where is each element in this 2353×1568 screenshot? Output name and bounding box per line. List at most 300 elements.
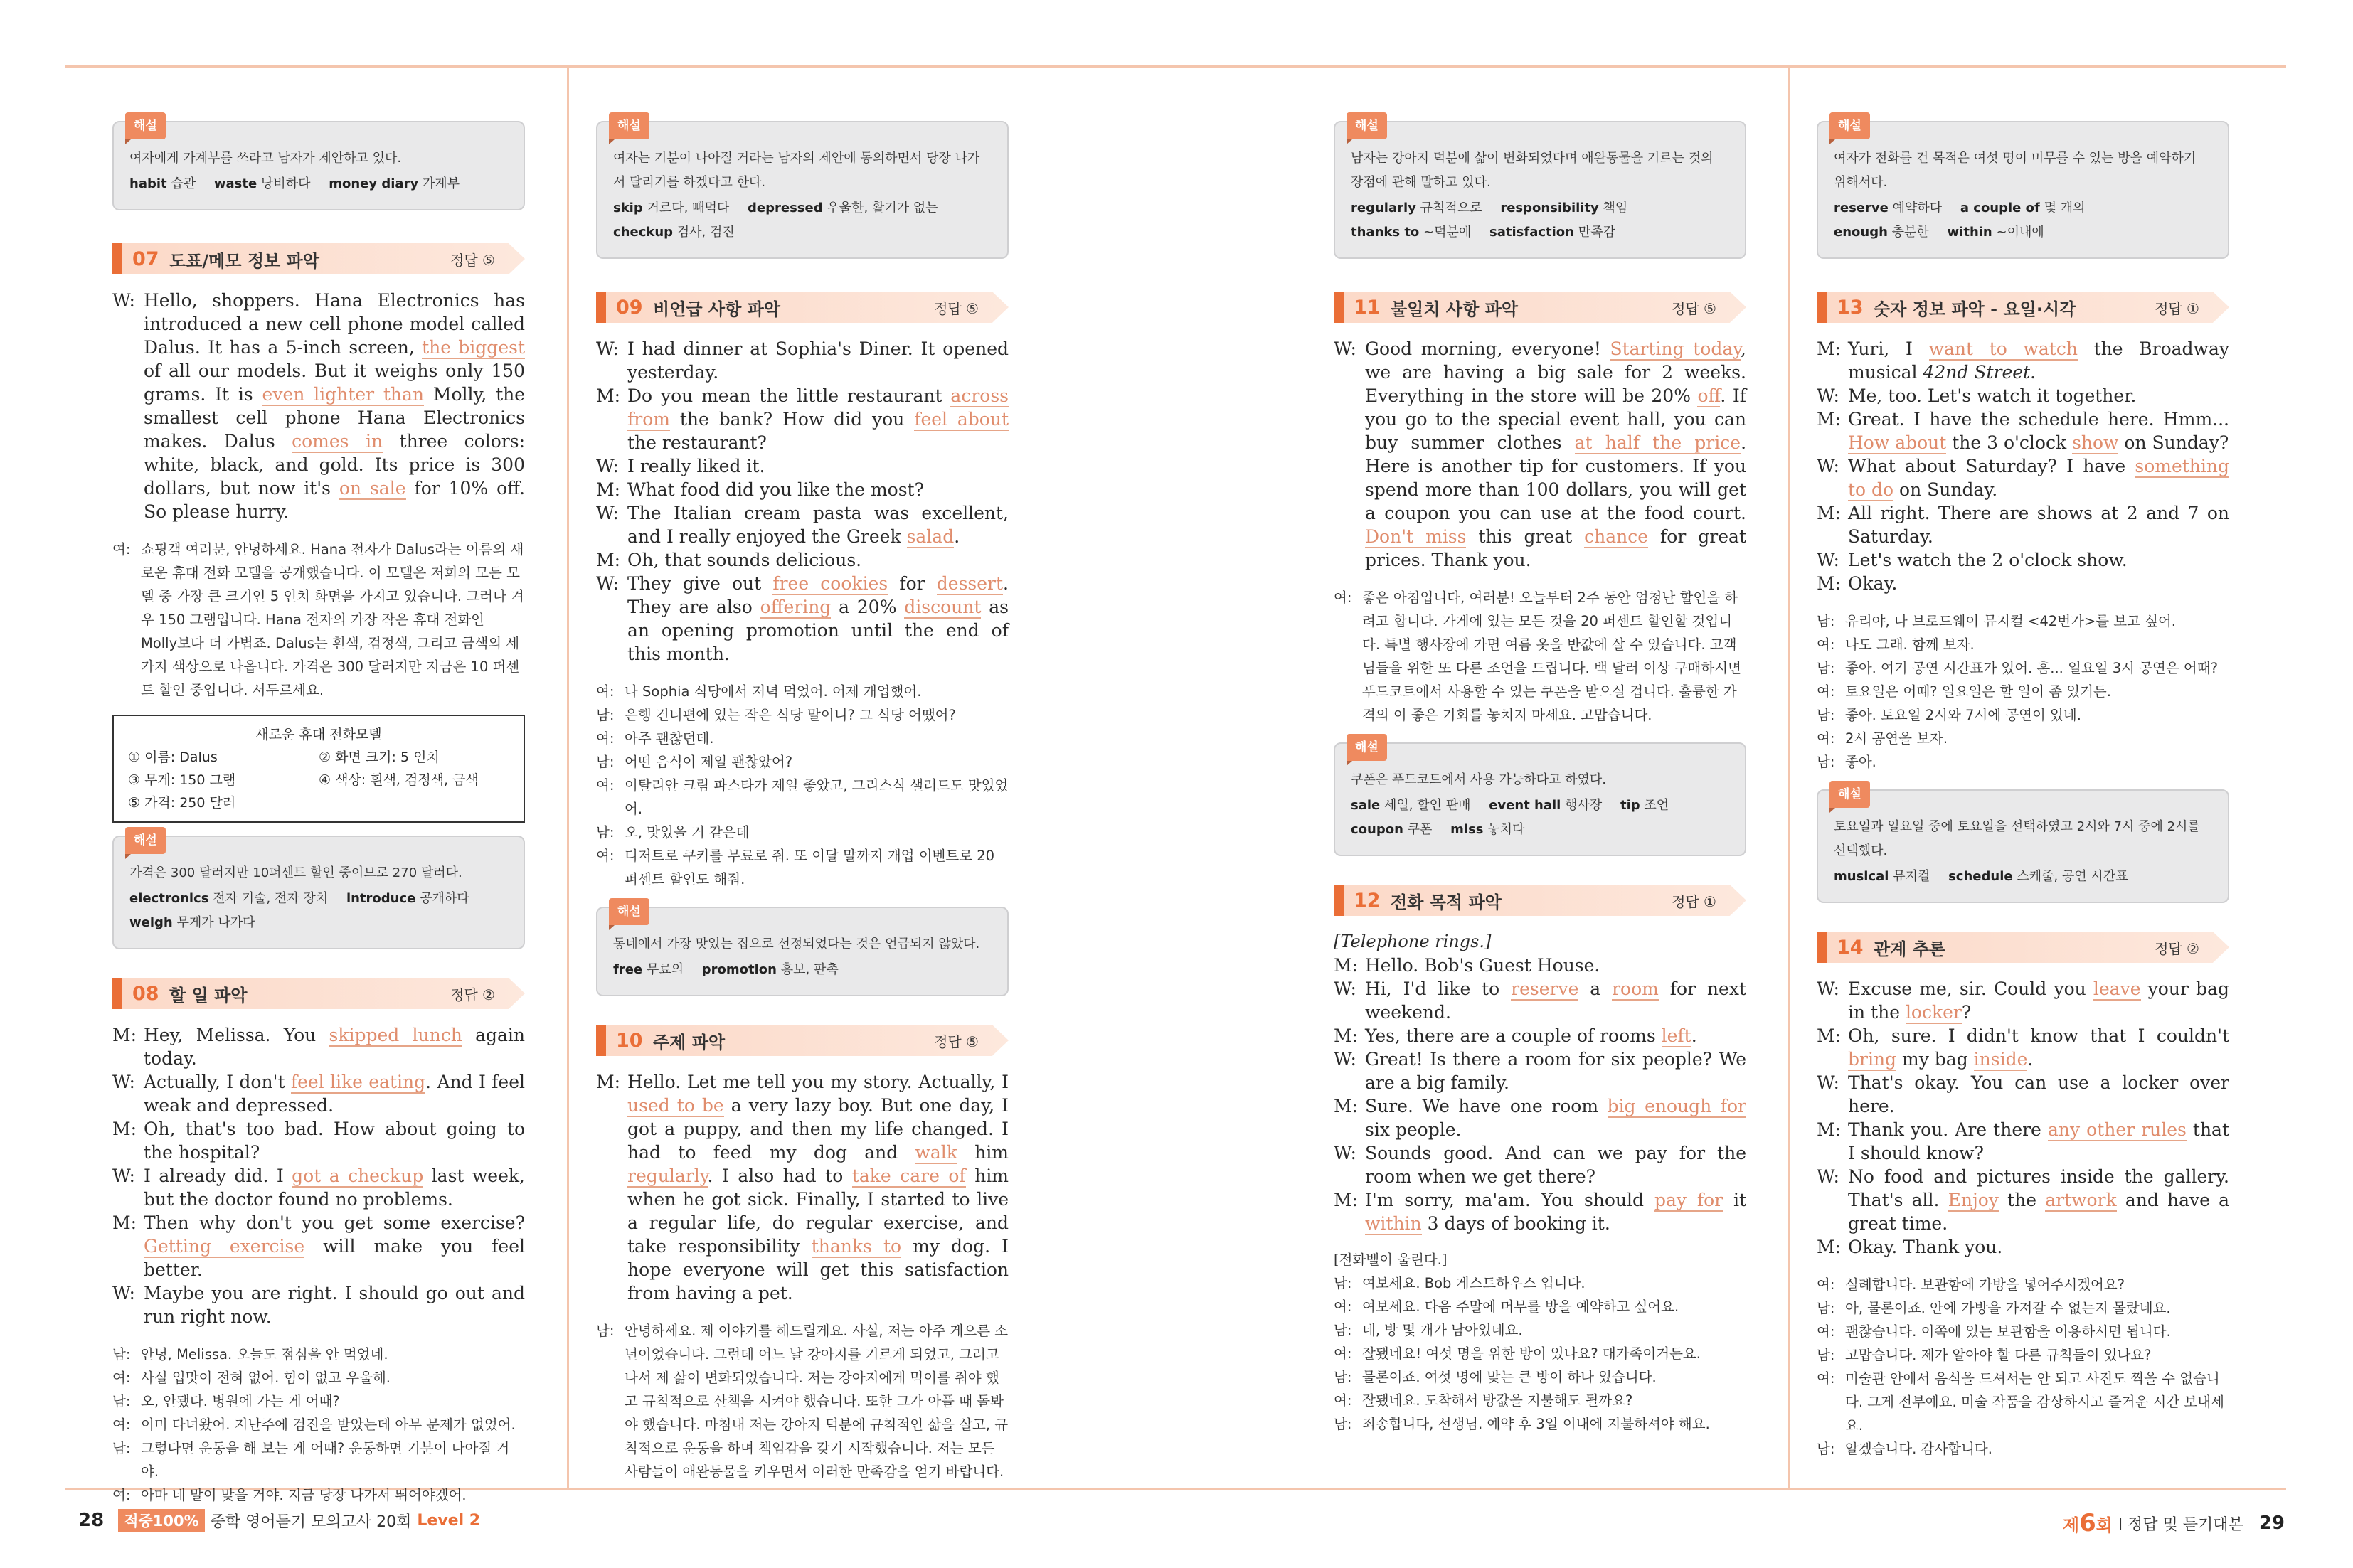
script-text: again today. bbox=[144, 1025, 525, 1069]
english-script bbox=[596, 337, 1009, 666]
script-line bbox=[1817, 501, 2229, 548]
speaker: 여: bbox=[112, 1370, 131, 1386]
vocab-meaning: 만족감 bbox=[1578, 225, 1615, 240]
script-line bbox=[1334, 1141, 1746, 1188]
script-text: the bbox=[1998, 1190, 2046, 1210]
script-line bbox=[1817, 337, 2229, 384]
footer-right bbox=[2063, 1509, 2285, 1537]
speaker: 여: bbox=[1817, 636, 1835, 653]
speaker: 남: bbox=[1334, 1275, 1352, 1291]
translation-line bbox=[1334, 1365, 1746, 1389]
translation-line bbox=[112, 1436, 525, 1483]
script-text: that I should know? bbox=[1848, 1119, 2229, 1163]
script-line bbox=[1334, 1188, 1746, 1235]
blank-answer: artwork bbox=[2045, 1190, 2117, 1210]
header-bar bbox=[1817, 932, 1827, 963]
explanation-tag: 해설 bbox=[1829, 781, 1870, 808]
script-text: Sure. We have one room bbox=[1365, 1096, 1608, 1116]
explanation-tag: 해설 bbox=[609, 112, 649, 139]
vocab-word: schedule bbox=[1948, 869, 2013, 884]
speaker: W: bbox=[1817, 978, 1839, 999]
explanation-tag: 해설 bbox=[609, 898, 649, 925]
blank-answer: How about bbox=[1848, 432, 1947, 453]
script-text: him when he got sick. Finally, I started to live a regular life, do regular exercise, and take responsibility bbox=[627, 1166, 1009, 1257]
speaker: M: bbox=[1817, 573, 1842, 594]
speaker: W: bbox=[1817, 456, 1839, 476]
vocab-word: electronics bbox=[129, 891, 209, 906]
explanation-text: 여자에게 가계부를 쓰라고 남자가 제안하고 있다. bbox=[129, 151, 402, 166]
question-title: 관계 추론 bbox=[1874, 939, 1946, 959]
vocab-meaning: 충분한 bbox=[1891, 225, 1929, 240]
vocab-word: regularly bbox=[1351, 201, 1416, 215]
english-script bbox=[112, 289, 525, 523]
script-text: Hello. Bob's Guest House. bbox=[1365, 955, 1600, 976]
script-line bbox=[596, 1070, 1009, 1305]
vocabulary-list bbox=[1351, 196, 1729, 245]
script-line bbox=[596, 548, 1009, 572]
vocab-meaning: 책임 bbox=[1603, 201, 1628, 215]
blank-answer: walk bbox=[915, 1142, 957, 1163]
script-text: Okay. Thank you. bbox=[1848, 1237, 2003, 1257]
translation-text: 잘됐네요. 도착해서 방값을 지불해도 될까요? bbox=[1362, 1392, 1633, 1409]
blank-answer: skipped lunch bbox=[329, 1025, 462, 1045]
answer-label: 정답 ① bbox=[2155, 299, 2199, 317]
blank-answer: bring bbox=[1848, 1049, 1897, 1070]
blank-answer: take care of bbox=[851, 1166, 966, 1186]
translation-line bbox=[1817, 656, 2229, 680]
blank-answer: off bbox=[1697, 385, 1721, 406]
translation-text: 토요일은 어때? 일요일은 할 일이 좀 있거든. bbox=[1845, 683, 2111, 700]
translation-line bbox=[596, 821, 1009, 844]
speaker: W: bbox=[1817, 385, 1839, 406]
vocab-word: depressed bbox=[748, 201, 823, 215]
explanation-tag: 해설 bbox=[1829, 112, 1870, 139]
vocab-word: checkup bbox=[613, 225, 674, 240]
script-text: . If you go to the special event hall, you can buy summer clothes bbox=[1365, 385, 1746, 453]
speaker: 여: bbox=[1334, 590, 1352, 606]
question-number: 08 bbox=[132, 982, 159, 1005]
script-line bbox=[1817, 977, 2229, 1024]
translation-line bbox=[596, 680, 1009, 703]
column-divider bbox=[1788, 68, 1790, 1488]
translation-text: 죄송합니다, 선생님. 예약 후 3일 이내에 지불하셔야 해요. bbox=[1362, 1416, 1710, 1432]
script-line bbox=[596, 478, 1009, 501]
speaker: W: bbox=[596, 503, 619, 523]
blank-answer: feel about bbox=[914, 409, 1009, 430]
explanation-text: 남자는 강아지 덕분에 삶이 변화되었다며 애완동물을 기르는 것의 장점에 관해 말하고 있다. bbox=[1351, 151, 1714, 190]
speaker: M: bbox=[1817, 409, 1842, 430]
speaker: 여: bbox=[112, 1417, 131, 1433]
vocab-meaning: ~이내에 bbox=[1996, 225, 2044, 240]
vocab-meaning: 우울한, 활기가 없는 bbox=[827, 201, 938, 215]
question-number: 11 bbox=[1354, 296, 1381, 319]
memo-item: ⑤ 가격: 250 달러 bbox=[128, 795, 236, 811]
speaker: W: bbox=[1817, 550, 1839, 570]
translation-line bbox=[112, 1390, 525, 1413]
explanation-box bbox=[1334, 742, 1746, 856]
speaker: M: bbox=[112, 1119, 137, 1139]
script-text: What about Saturday? I have bbox=[1848, 456, 2135, 476]
script-text: , we are having a big sale for 2 weeks. Everything in the store will be 20% bbox=[1365, 338, 1746, 406]
script-text: the 3 o'clock bbox=[1946, 432, 2073, 453]
vocab-item bbox=[613, 225, 735, 240]
vocabulary-list bbox=[613, 958, 992, 982]
blank-answer: big enough for bbox=[1607, 1096, 1746, 1116]
korean-translation bbox=[1334, 586, 1746, 727]
translation-line bbox=[112, 538, 525, 702]
script-line bbox=[596, 572, 1009, 666]
column-2 bbox=[596, 103, 1009, 1483]
vocab-word: skip bbox=[613, 201, 643, 215]
script-text: will make you feel better. bbox=[144, 1236, 526, 1280]
memo-item: ① 이름: Dalus bbox=[128, 750, 218, 765]
question-title: 도표/메모 정보 파악 bbox=[169, 250, 319, 271]
translation-line bbox=[596, 750, 1009, 774]
vocabulary-list bbox=[1834, 865, 2212, 889]
translation-line bbox=[1817, 1296, 2229, 1320]
translation-line bbox=[1817, 1367, 2229, 1437]
vocabulary-list bbox=[613, 196, 992, 245]
speaker: 여: bbox=[1817, 1323, 1835, 1340]
speaker: W: bbox=[112, 1283, 135, 1303]
script-text: I had dinner at Sophia's Diner. It opened yesterday. bbox=[627, 338, 1009, 383]
translation-line bbox=[596, 844, 1009, 891]
answer-label: 정답 ⑤ bbox=[934, 299, 979, 317]
top-rule bbox=[65, 65, 1176, 68]
translation-line bbox=[1334, 1342, 1746, 1365]
question-number: 14 bbox=[1837, 936, 1864, 959]
script-text: a bbox=[1578, 978, 1613, 999]
vocabulary-list bbox=[129, 172, 508, 196]
blank-answer: thanks to bbox=[811, 1236, 902, 1257]
script-text: six people. bbox=[1365, 1119, 1462, 1140]
script-line bbox=[1817, 1024, 2229, 1071]
vocab-word: responsibility bbox=[1500, 201, 1599, 215]
script-text: Okay. bbox=[1848, 573, 1898, 594]
translation-text: 좋은 아침입니다, 여러분! 오늘부터 2주 동안 엄청난 할인을 하려고 합니다. 가게에 있는 모든 것을 20 퍼센트 할인할 것입니다. 특별 행사장에 가면 여름 옷을 반값에 살 수 있습니다. 고객님들을 위한 또 다른 조언을 드립니다. 백 달러 이상 구매하시면 푸드코트에서 사용할 수 있는 쿠폰을 받으실 겁니다. 훌륭한 가격의 이 좋은 기회를 놓치지 마세요. 고맙습니다. bbox=[1362, 590, 1741, 723]
script-text: on Sunday. bbox=[1893, 479, 1998, 500]
question-title: 불일치 사항 파악 bbox=[1391, 299, 1518, 319]
translation-line bbox=[1334, 1318, 1746, 1342]
script-text: Yes, there are a couple of rooms bbox=[1365, 1025, 1662, 1046]
blank-answer: reserve bbox=[1511, 978, 1579, 999]
section-header bbox=[596, 1025, 1009, 1056]
telephone-rings: [Telephone rings.] bbox=[1334, 932, 1492, 951]
english-script bbox=[112, 1023, 525, 1328]
header-bar bbox=[1817, 292, 1827, 323]
script-text: Oh, sure. I didn't know that I couldn't bbox=[1848, 1025, 2229, 1046]
script-text: Great. I have the schedule here. Hmm... bbox=[1848, 409, 2229, 430]
script-text: Hey, Melissa. You bbox=[144, 1025, 329, 1045]
vocab-item bbox=[329, 176, 460, 191]
script-text: All right. There are shows at 2 and 7 on Saturday. bbox=[1848, 503, 2229, 547]
script-line bbox=[596, 384, 1009, 454]
script-line bbox=[596, 454, 1009, 478]
blank-answer: inside bbox=[1973, 1049, 2028, 1070]
speaker: W: bbox=[1817, 1072, 1839, 1093]
blank-answer: Getting exercise bbox=[144, 1236, 305, 1257]
blank-answer: even lighter than bbox=[262, 384, 425, 405]
vocab-meaning: 스케줄, 공연 시간표 bbox=[2017, 869, 2128, 884]
vocab-item bbox=[129, 915, 255, 930]
vocab-word: promotion bbox=[701, 962, 777, 977]
vocab-meaning: 쿠폰 bbox=[1407, 822, 1433, 837]
vocab-meaning: 낭비하다 bbox=[260, 176, 311, 191]
translation-text: 디저트로 쿠키를 무료로 줘. 또 이달 말까지 개업 이벤트로 20 퍼센트 할인도 해줘. bbox=[625, 848, 995, 887]
speaker: W: bbox=[1817, 1166, 1839, 1187]
vocab-word: a couple of bbox=[1960, 201, 2040, 215]
blank-answer: got a checkup bbox=[292, 1166, 424, 1186]
script-text: Yuri, I bbox=[1848, 338, 1929, 359]
script-text: . bbox=[2027, 1049, 2034, 1070]
top-rule bbox=[1176, 65, 2286, 68]
script-text: Great! Is there a room for six people? We are a big family. bbox=[1365, 1049, 1746, 1093]
script-text: I'm sorry, ma'am. You should bbox=[1365, 1190, 1654, 1210]
translation-line bbox=[1817, 703, 2229, 727]
korean-translation bbox=[1817, 609, 2229, 774]
script-text: as an opening promotion until the end of this month. bbox=[627, 597, 1009, 664]
speaker: W: bbox=[112, 1072, 135, 1092]
script-text: 3 days of booking it. bbox=[1421, 1213, 1610, 1234]
translation-line bbox=[1817, 750, 2229, 774]
translation-line bbox=[1334, 1389, 1746, 1412]
translation-text: 좋아. 여기 공연 시간표가 있어. 흠... 일요일 3시 공연은 어때? bbox=[1845, 660, 2218, 676]
translation-text: 나도 그래. 함께 보자. bbox=[1845, 636, 1975, 653]
speaker: M: bbox=[1817, 503, 1842, 523]
vocab-word: sale bbox=[1351, 798, 1381, 813]
speaker: M: bbox=[1334, 955, 1359, 976]
korean-translation bbox=[112, 1343, 525, 1507]
script-text: . They are also bbox=[627, 573, 1009, 617]
translation-text: 좋아. 토요일 2시와 7시에 공연이 있네. bbox=[1845, 707, 2081, 723]
korean-translation bbox=[596, 680, 1009, 891]
speaker: 여: bbox=[112, 1487, 131, 1503]
blank-answer: want to watch bbox=[1928, 338, 2078, 359]
script-text: I really liked it. bbox=[627, 456, 765, 476]
script-text: Sounds good. And can we pay for the room when we get there? bbox=[1365, 1143, 1746, 1187]
vocab-meaning: 습관 bbox=[171, 176, 196, 191]
speaker: 남: bbox=[1817, 1441, 1835, 1457]
memo-box bbox=[112, 715, 525, 823]
question-number: 12 bbox=[1354, 889, 1381, 912]
script-line bbox=[1817, 572, 2229, 595]
explanation-box bbox=[596, 907, 1009, 996]
speaker: M: bbox=[112, 1212, 137, 1233]
vocab-item bbox=[1450, 822, 1524, 837]
speaker: 남: bbox=[596, 824, 615, 841]
script-line bbox=[112, 289, 525, 523]
translation-text: 어떤 음식이 제일 괜찮았어? bbox=[625, 754, 793, 770]
blank-answer: chance bbox=[1584, 526, 1649, 547]
script-text: a very lazy boy. But one day, I got a puppy, and then my life changed. I had to feed my dog and bbox=[627, 1095, 1009, 1163]
script-text: I already did. I bbox=[144, 1166, 292, 1186]
script-text: my bag bbox=[1896, 1049, 1974, 1070]
speaker: W: bbox=[1334, 1049, 1356, 1070]
page-number: 28 bbox=[78, 1510, 105, 1531]
question-number: 13 bbox=[1837, 296, 1864, 319]
blank-answer: show bbox=[2072, 432, 2119, 453]
question-title: 전화 목적 파악 bbox=[1391, 892, 1502, 912]
translation-text: 여보세요. Bob 게스트하우스 입니다. bbox=[1362, 1275, 1586, 1291]
script-text: your bag in the bbox=[1848, 978, 2229, 1023]
translation-text: 오, 안됐다. 병원에 가는 게 어때? bbox=[141, 1393, 340, 1409]
explanation-text: 여자가 전화를 건 목적은 여섯 명이 머무를 수 있는 방을 예약하기 위해서다. bbox=[1834, 151, 2197, 190]
vocab-item bbox=[1948, 869, 2128, 884]
speaker: 여: bbox=[1817, 1276, 1835, 1293]
answer-label: 정답 ② bbox=[450, 986, 495, 1003]
script-line bbox=[112, 1281, 525, 1328]
explanation-box bbox=[1817, 789, 2229, 903]
script-text: ? bbox=[1961, 1002, 1972, 1023]
vocab-meaning: 예약하다 bbox=[1892, 201, 1943, 215]
translation-line bbox=[1817, 633, 2229, 656]
explanation-text: 쿠폰은 푸드코트에서 사용 가능하다고 하였다. bbox=[1351, 772, 1606, 787]
vocab-word: introduce bbox=[346, 891, 416, 906]
translation-line bbox=[1817, 1273, 2229, 1296]
blank-answer: free cookies bbox=[772, 573, 888, 594]
section-header bbox=[1334, 885, 1746, 916]
vocab-meaning: 무게가 나가다 bbox=[176, 915, 255, 930]
translation-line bbox=[1334, 586, 1746, 727]
section-header bbox=[112, 243, 525, 274]
speaker: 여: bbox=[596, 730, 615, 747]
script-text: The Italian cream pasta was excellent, and I really enjoyed the Greek bbox=[627, 503, 1009, 547]
speaker: 남: bbox=[1817, 707, 1835, 723]
vocab-item bbox=[1351, 201, 1482, 215]
section-header bbox=[1817, 932, 2229, 963]
vocab-item bbox=[1351, 822, 1432, 837]
vocab-word: musical bbox=[1834, 869, 1889, 884]
column-3 bbox=[1334, 103, 1746, 1436]
translation-line bbox=[1817, 1320, 2229, 1343]
script-line bbox=[1817, 1235, 2229, 1259]
exam-round: 제6회 bbox=[2062, 1509, 2113, 1537]
blank-answer: across from bbox=[627, 385, 1009, 430]
english-script bbox=[1334, 337, 1746, 572]
vocab-meaning: 조언 bbox=[1644, 798, 1669, 813]
blank-answer: on sale bbox=[339, 478, 406, 498]
vocab-word: habit bbox=[129, 176, 167, 191]
translation-text: 여보세요. 다음 주말에 머무를 방을 예약하고 싶어요. bbox=[1362, 1298, 1679, 1315]
question-title: 할 일 파악 bbox=[169, 985, 248, 1006]
korean-translation bbox=[596, 1319, 1009, 1483]
script-text: Oh, that's too bad. How about going to the hospital? bbox=[144, 1119, 525, 1163]
script-line bbox=[596, 337, 1009, 384]
script-line bbox=[112, 1117, 525, 1164]
translation-text: 안녕하세요. 제 이야기를 해드릴게요. 사실, 저는 아주 게으른 소년이었습니다. 그런데 어느 날 강아지를 기르게 되었고, 그러고 나서 제 삶이 변화되었습니다. 저는 강아지에게 먹이를 줘야 했고 규칙적으로 산책을 시켜야 했습니다. 또한 그가 아플 때 돌봐야 했습니다. 마침내 저는 강아지 덕분에 규칙적인 삶을 살고, 규칙적으로 운동을 하며 책임감을 갖기 시작했습니다. 저는 모든 사람들이 애완동물을 키우면서 이러한 만족감을 얻기 바랍니다. bbox=[625, 1323, 1009, 1480]
speaker: M: bbox=[1817, 1237, 1842, 1257]
script-text: on Sunday? bbox=[2118, 432, 2229, 453]
english-script bbox=[1817, 977, 2229, 1259]
vocab-meaning: 몇 개의 bbox=[2044, 201, 2086, 215]
script-text: for great prices. Thank you. bbox=[1365, 526, 1746, 570]
vocabulary-list bbox=[129, 887, 508, 935]
speaker: W: bbox=[1334, 1143, 1356, 1163]
memo-item: ② 화면 크기: 5 인치 bbox=[319, 750, 440, 765]
header-bar bbox=[596, 292, 606, 323]
speaker: M: bbox=[1817, 1025, 1842, 1046]
translation-text: 아마 네 말이 맞을 거야. 지금 당장 나가서 뛰어야겠어. bbox=[141, 1487, 467, 1503]
vocab-item bbox=[702, 962, 839, 977]
script-line bbox=[112, 1070, 525, 1117]
script-text: Then why don't you get some exercise? bbox=[144, 1212, 525, 1233]
translation-text: 2시 공연을 보자. bbox=[1845, 730, 1948, 747]
speaker: 여: bbox=[596, 683, 615, 700]
book-title: 중학 영어듣기 모의고사 20회 bbox=[210, 1513, 412, 1531]
section-header bbox=[112, 978, 525, 1009]
header-bar bbox=[112, 978, 122, 1009]
brand-badge: 적중100% bbox=[118, 1509, 204, 1532]
vocab-word: event hall bbox=[1489, 798, 1561, 813]
script-text: my dog. I hope everyone will get this satisfaction from having a pet. bbox=[627, 1236, 1009, 1303]
explanation-text: 여자는 기분이 나아질 거라는 남자의 제안에 동의하면서 당장 나가서 달리기를 하겠다고 한다. bbox=[613, 151, 980, 190]
translation-line bbox=[1334, 1295, 1746, 1318]
vocab-item bbox=[346, 891, 469, 906]
blank-answer: comes in bbox=[292, 431, 383, 452]
header-bar bbox=[112, 243, 122, 274]
question-number: 09 bbox=[616, 296, 643, 319]
speaker: 남: bbox=[596, 754, 615, 770]
translation-text: 좋아. bbox=[1845, 754, 1876, 770]
question-title: 숫자 정보 파악 - 요일·시각 bbox=[1874, 299, 2076, 319]
explanation-tag: 해설 bbox=[1347, 112, 1387, 139]
translation-line bbox=[596, 703, 1009, 727]
vocab-word: reserve bbox=[1834, 201, 1889, 215]
script-line bbox=[1334, 1024, 1746, 1047]
script-line bbox=[1817, 1165, 2229, 1235]
script-text: Do you mean the little restaurant bbox=[627, 385, 951, 406]
script-text: What food did you like the most? bbox=[627, 479, 924, 500]
script-text: Thank you. Are there bbox=[1848, 1119, 2048, 1140]
script-line bbox=[1817, 548, 2229, 572]
speaker: 남: bbox=[1817, 754, 1835, 770]
memo-row bbox=[128, 791, 509, 814]
vocab-word: thanks to bbox=[1351, 225, 1420, 240]
speaker: 남: bbox=[1334, 1322, 1352, 1338]
blank-answer: pay for bbox=[1654, 1190, 1723, 1210]
vocab-item bbox=[613, 962, 684, 977]
speaker: W: bbox=[112, 1166, 135, 1186]
column-1 bbox=[112, 103, 525, 1507]
speaker: M: bbox=[1817, 338, 1842, 359]
script-line bbox=[1334, 954, 1746, 977]
translation-line bbox=[596, 1319, 1009, 1483]
speaker: W: bbox=[1334, 338, 1356, 359]
translation-text: 미술관 안에서 음식을 드셔서는 안 되고 사진도 찍을 수 없습니다. 그게 전부예요. 미술 작품을 감상하시고 즐거운 시간 보내세요. bbox=[1845, 1370, 2224, 1434]
telephone-rings-kr: [전화벨이 울린다.] bbox=[1334, 1252, 1448, 1268]
explanation-box bbox=[1334, 121, 1746, 259]
vocab-item bbox=[1960, 201, 2086, 215]
translation-line bbox=[1817, 680, 2229, 703]
vocab-meaning: 놓치다 bbox=[1487, 822, 1525, 837]
script-text: this great bbox=[1466, 526, 1585, 547]
translation-line bbox=[596, 727, 1009, 750]
vocab-meaning: ~덕분에 bbox=[1423, 225, 1472, 240]
speaker: 남: bbox=[1817, 660, 1835, 676]
blank-answer: at half the price bbox=[1574, 432, 1741, 453]
blank-answer: salad bbox=[906, 526, 955, 547]
english-script bbox=[1334, 954, 1746, 1235]
vocab-item bbox=[129, 176, 196, 191]
blank-answer: room bbox=[1612, 978, 1659, 999]
header-bar bbox=[1334, 292, 1344, 323]
korean-translation bbox=[1817, 1273, 2229, 1461]
blank-answer: feel like eating bbox=[290, 1072, 426, 1092]
translation-text: 고맙습니다. 제가 알아야 할 다른 규칙들이 있나요? bbox=[1845, 1347, 2152, 1363]
translation-text: 물론이죠. 여섯 명에 맞는 큰 방이 하나 있습니다. bbox=[1362, 1369, 1657, 1385]
script-line bbox=[1817, 454, 2229, 501]
vocab-item bbox=[129, 891, 328, 906]
